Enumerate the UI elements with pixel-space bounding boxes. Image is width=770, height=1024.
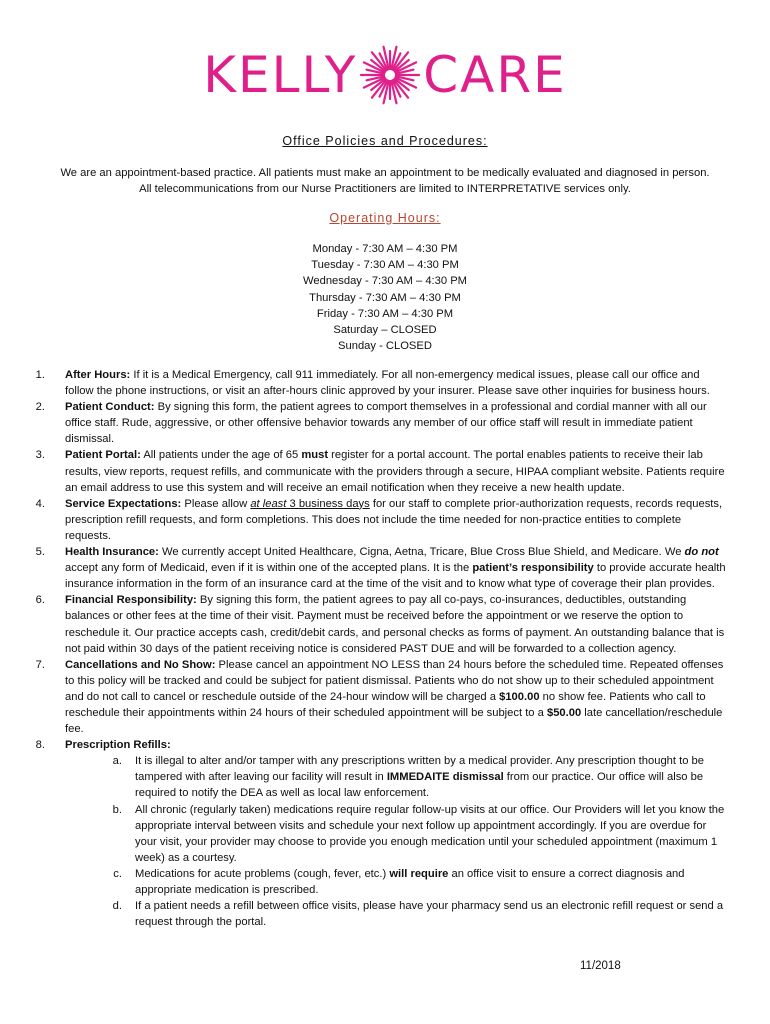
text-run: Medications for acute problems (cough, fever, etc.) xyxy=(135,867,390,880)
policy-text xyxy=(65,544,726,592)
text-run: It is illegal to alter and/or tamper with any prescriptions written by a medical provider. Any prescription thought to be tampered with after leaving our facility will result in xyxy=(135,755,704,784)
policy-number: 8. xyxy=(35,739,45,752)
text-run: By signing this form, the patient agrees to pay all co-pays, co-insurances, deductibles, outstanding balances or other fees at the time of their visit. Payment must be received before the appointment or we reserve the option to reschedule it. Our practice accepts cash, credit/debit cards, and personal checks as forms of payment. An outstanding balance that is not paid within 30 days of the patient receiving notice is considered PAST DUE and will be forwarded to a collection agency. xyxy=(65,594,725,655)
refill-letter: a. xyxy=(112,755,122,768)
refill-text xyxy=(135,802,726,866)
policy-text xyxy=(65,657,726,737)
page-title: Office Policies and Procedures: xyxy=(282,134,488,148)
text-run: Prescription Refills: xyxy=(65,739,171,752)
kelly-care-logo xyxy=(0,44,770,106)
policy-number: 2. xyxy=(35,401,45,414)
policy-text xyxy=(65,399,726,447)
text-run: accept any form of Medicaid, even if it is within one of the accepted plans. It is the xyxy=(65,562,473,575)
logo-left-word: KELLY xyxy=(203,46,358,104)
text-run: to provide accurate health insurance information in the form of an insurance card at the time of the visit and to know what type of coverage their plan provides. xyxy=(65,562,726,591)
text-run: at least xyxy=(250,497,287,510)
logo-right-word: CARE xyxy=(423,46,567,104)
text-run: from our practice. Our office will also be required to notify the DEA as well as local law enforcement. xyxy=(135,771,704,800)
text-run: We currently accept United Healthcare, Cigna, Aetna, Tricare, Blue Cross Blue Shield, and Medicare. We xyxy=(158,546,685,559)
text-run: Cancellations and No Show: xyxy=(65,658,216,671)
text-run: All patients under the age of 65 xyxy=(140,449,302,462)
text-run: patient’s responsibility xyxy=(472,562,594,575)
refill-letter: c. xyxy=(113,867,122,880)
text-run: for our staff to complete prior-authorization requests, records requests, prescription refill requests, and form completions. This does not include the time needed for non-practice entities to complete requests. xyxy=(65,497,723,542)
refill-item xyxy=(102,898,726,930)
text-run: Patient Portal: xyxy=(65,449,141,462)
hours-monday: Monday - 7:30 AM – 4:30 PM xyxy=(312,243,458,255)
hours-saturday: Saturday – CLOSED xyxy=(333,324,437,337)
refill-sublist xyxy=(102,753,726,930)
policy-item xyxy=(20,737,726,753)
policy-item xyxy=(20,496,726,544)
policy-item xyxy=(20,367,726,399)
intro-line-2: All telecommunications from our Nurse Practitioners are limited to INTERPRETATIVE services only. xyxy=(139,183,631,195)
policy-text xyxy=(65,737,726,753)
policy-number: 3. xyxy=(35,449,45,462)
refill-letter: b. xyxy=(112,803,122,816)
refill-item xyxy=(102,866,726,898)
text-run: will require xyxy=(389,867,449,880)
starburst-icon xyxy=(359,44,421,106)
intro-line-1: We are an appointment-based practice. All patients must make an appointment to be medically evaluated and diagnosed in person. xyxy=(60,167,710,179)
policy-number: 6. xyxy=(35,594,45,607)
policy-number: 7. xyxy=(35,658,45,671)
refill-letter: d. xyxy=(112,900,122,913)
hours-sunday: Sunday - CLOSED xyxy=(338,340,432,353)
hours-wednesday: Wednesday - 7:30 AM – 4:30 PM xyxy=(303,275,467,288)
text-run: Please allow xyxy=(181,497,251,510)
revision-date: 11/2018 xyxy=(580,960,621,972)
text-run: no show fee. Patients who call to reschedule their appointments within 24 hours of their scheduled appointment will be subject to a xyxy=(65,690,706,719)
text-run: an office visit to ensure a correct diagnosis and appropriate medication is prescribed. xyxy=(135,867,685,896)
policy-number: 4. xyxy=(35,497,45,510)
refill-item xyxy=(102,802,726,866)
policy-item xyxy=(20,447,726,495)
policy-number: 1. xyxy=(35,369,45,381)
text-run: $100.00 xyxy=(499,690,540,703)
hours-title: Operating Hours: xyxy=(329,211,441,225)
refill-text xyxy=(135,898,726,930)
policy-list xyxy=(20,367,726,930)
text-run: Please cancel an appointment NO LESS than 24 hours before the scheduled time. Repeated offenses to this policy will be tracked and could be subject for patient dismissal. Patients who do not show up to their scheduled appointment and do not call to cancel or reschedule outside of the 24-hour window will be charged a xyxy=(65,658,724,703)
text-run: must xyxy=(301,449,329,462)
text-run: Service Expectations: xyxy=(65,497,182,510)
text-run: 3 business days xyxy=(286,497,370,510)
text-run: late cancellation/reschedule fee. xyxy=(65,706,723,736)
hours-list xyxy=(0,241,770,354)
text-run: Patient Conduct: xyxy=(65,401,155,414)
refill-text xyxy=(135,866,726,898)
policy-text xyxy=(65,496,726,544)
text-run: By signing this form, the patient agrees to comport themselves in a professional and cordial manner with all our office staff. Rude, aggressive, or other offensive behavior towards any member of our office staff will result in immediate patient dismissal. xyxy=(65,401,707,446)
text-run: $50.00 xyxy=(546,706,582,719)
text-run: Health Insurance: xyxy=(65,546,159,559)
refill-text xyxy=(135,753,726,801)
hours-tuesday: Tuesday - 7:30 AM – 4:30 PM xyxy=(311,259,459,272)
text-run: If a patient needs a refill between office visits, please have your pharmacy send us an electronic refill request or send a request through the portal. xyxy=(135,900,724,929)
policy-text xyxy=(65,367,726,399)
hours-thursday: Thursday - 7:30 AM – 4:30 PM xyxy=(309,291,461,304)
text-run: If it is a Medical Emergency, call 911 immediately. For all non-emergency medical issues, please call our office and follow the phone instructions, or visit an after-hours clinic approved by your insurer. Please save other inquiries for business hours. xyxy=(65,369,710,398)
text-run: After Hours: xyxy=(65,369,131,381)
policy-text xyxy=(65,592,726,656)
intro-paragraph xyxy=(30,165,740,197)
policy-item xyxy=(20,399,726,447)
hours-friday: Friday - 7:30 AM – 4:30 PM xyxy=(316,307,454,320)
policy-number: 5. xyxy=(35,546,45,559)
text-run: All chronic (regularly taken) medications require regular follow-up visits at our office. Our Providers will let you know the appropriate interval between visits and schedule your next follow up appointment accordingly. If you are overdue for your visit, your provider may choose to provide you enough medication until your scheduled appointment (maximum 1 week) as a courtesy. xyxy=(135,803,725,864)
text-run: do not xyxy=(684,546,719,559)
text-run: IMMEDAITE dismissal xyxy=(386,771,504,784)
text-run: register for a portal account. The portal enables patients to receive their lab results, view reports, request refills, and communicate with the providers through a secure, HIPAA compliant website. Patients require an email address to use this system and will receive an email notification when they receive a new health update. xyxy=(65,449,725,494)
text-run: Financial Responsibility: xyxy=(65,594,197,607)
policy-item xyxy=(20,657,726,737)
policy-item xyxy=(20,544,726,592)
policy-item xyxy=(20,592,726,656)
refill-item xyxy=(102,753,726,801)
policy-text xyxy=(65,447,726,495)
